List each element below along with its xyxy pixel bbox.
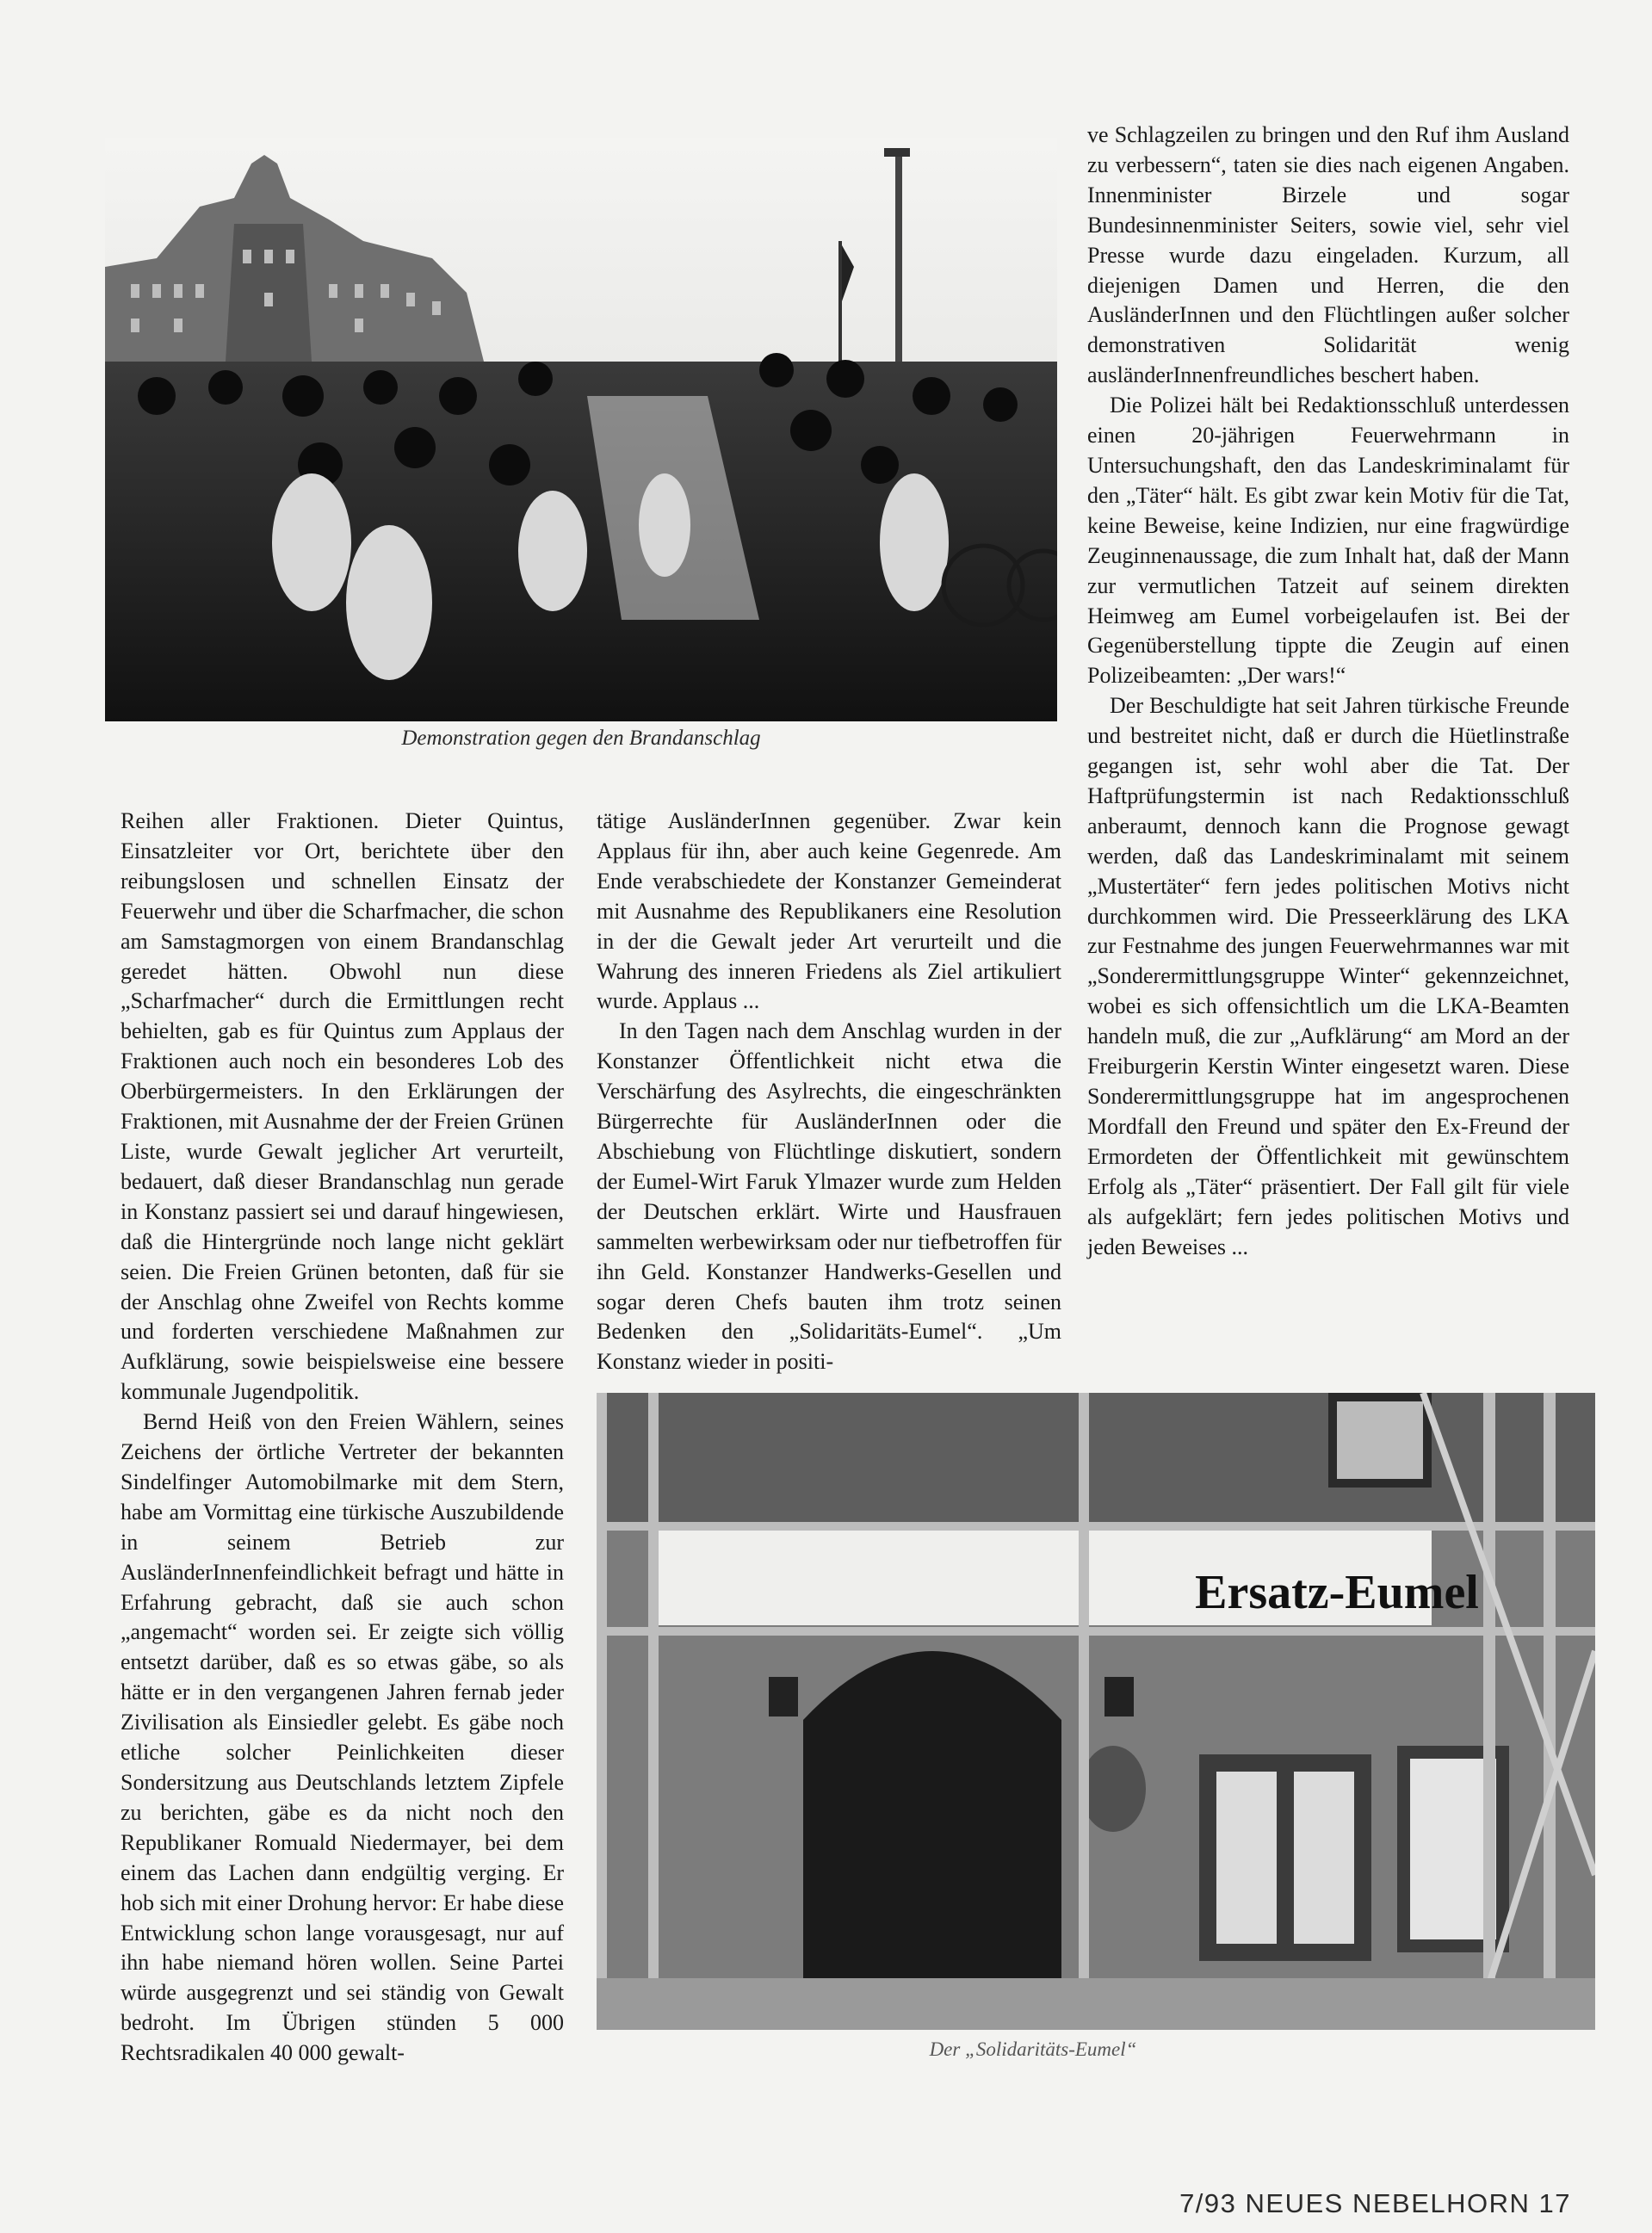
article-column-left [121, 807, 564, 2069]
page-number: 17 [1538, 2188, 1571, 2218]
article-paragraph: In den Tagen nach dem Anschlag wurden in der Konstanzer Öffentlichkeit nicht etwa die Verschärfung des Asylrechts, die eingeschränkten Bürgerrechte für AusländerInnen oder die Abschiebung von Flüchtlinge diskutiert, sondern der Eumel-Wirt Faruk Ylmazer wurde zum Helden der Deutschen erklärt. Wirte und Hausfrauen sammelten werbewirksam oder nur tiefbetroffen für ihn Geld. Konstanzer Handwerks-Gesellen und sogar deren Chefs bauten ihm trotz seinen Bedenken den „Solidaritäts-Eumel“. „Um Konstanz wieder in positi- [597, 1018, 1061, 1375]
article-paragraph: ve Schlagzeilen zu bringen und den Ruf ihm Ausland zu verbessern“, taten sie dies nach eigenen Angaben. Innenminister Birzele und sogar Bundesinnenminister Seiters, sowie viel, sehr viel Presse wurde dazu eingeladen. Kurzum, all diejenigen Damen und Herren, die den AusländerInnen und den Flüchtlingen außer solcher demonstrativen Solidarität wenig ausländerInnenfreundliches beschert haben. [1087, 122, 1569, 388]
article-column-right-top [1087, 121, 1569, 1262]
article-paragraph: Reihen aller Fraktionen. Dieter Quintus, Einsatzleiter vor Ort, berichtete über den reibungslosen und schnellen Einsatz der Feuerwehr und über die Scharfmacher, die schon am Samstagmorgen von einem Brandanschlag geredet hätten. Obwohl nun diese „Scharfmacher“ durch die Ermittlungen recht behielten, gab es für Quintus zum Applaus der Fraktionen auch noch ein besonderes Lob des Oberbürgermeisters. In den Erklärungen der Fraktionen, mit Ausnahme der der Freien Grünen Liste, wurde Gewalt jeglicher Art verurteilt, bedauert, daß dieser Brandanschlag nun gerade in Konstanz passiert sei und darauf hingewiesen, daß die Hintergründe noch lange nicht geklärt seien. Die Freien Grünen betonten, daß für sie der Anschlag ohne Zweifel von Rechts komme und forderten verschiedene Maßnahmen zur Aufklärung, sowie beispielsweise eine bessere kommunale Jugendpolitik. [121, 808, 564, 1405]
article-paragraph: Der Beschuldigte hat seit Jahren türkische Freunde und bestreitet nicht, daß er durch die Hüetlinstraße gegangen ist, sehr wohl aber die Tat. Der Haftprüfungstermin ist nach Redaktionsschluß anberaumt, dennoch kann die Prognose gewagt werden, daß das Landeskriminalamt mit seinem „Mustertäter“ fern jedes politischen Motivs nicht durchkommen wird. Die Presseerklärung des LKA zur Festnahme des jungen Feuerwehrmannes war mit „Sonderermittlungsgruppe Winter“ gekennzeichnet, wobei es sich offensichtlich um die LKA-Beamten handeln muß, die zur „Aufklärung“ am Mord an der Freiburgerin Kerstin Winter eingesetzt waren. Diese Sonderermittlungsgruppe hat im angesprochenen Mordfall den Freund und später den Ex-Freund der Ermordeten der Öffentlichkeit mit gewünschtem Erfolg als „Täter“ präsentiert. Der Fall gilt für viele als aufgeklärt; fern jedes politischen Motivs und jeden Beweises ... [1087, 693, 1569, 1259]
article-paragraph: tätige AusländerInnen gegenüber. Zwar kein Applaus für ihn, aber auch keine Gegenrede. Am Ende verabschiedete der Konstanzer Gemeinderat mit Ausnahme des Republikaners eine Resolution in der die Gewalt jeder Art verurteilt und die Wahrung des inneren Friedens als Ziel artikuliert wurde. Applaus ... [597, 808, 1061, 1014]
eumel-caption: Der „Solidaritäts-Eumel“ [929, 2038, 1137, 2060]
demonstration-photo [105, 138, 1057, 721]
eumel-sign-text: Ersatz-Eumel [1195, 1566, 1479, 1619]
issue-number: 7/93 [1179, 2188, 1237, 2218]
article-paragraph: Bernd Heiß von den Freien Wählern, seines Zeichens der örtliche Vertreter der bekannten Sindelfinger Automobilmarke mit dem Stern, habe am Vormittag eine türkische Auszubildende in seinem Betrieb zur AusländerInnenfeindlichkeit befragt und hätte in Erfahrung gebracht, daß sie auch schon „angemacht“ worden sei. Er zeigte sich völlig entsetzt darüber, daß es so etwas gäbe, so als hätte er in den vergangenen Jahren fernab jeder Zivilisation als Einsiedler gelebt. Es gäbe noch etliche solcher Peinlichkeiten dieser Sondersitzung aus Deutschlands letztem Zipfele zu berichten, gäbe es da nicht noch den Republikaner Romuald Niedermayer, bei dem einem das Lachen dann endgültig verging. Er hob sich mit einer Drohung hervor: Er habe diese Entwicklung schon lange vorausgesagt, nur auf ihn habe niemand hören wollen. Seine Partei würde ausgegrenzt und sei ständig von Gewalt bedroht. Im Übrigen stünden 5 000 Rechtsradikalen 40 000 gewalt- [121, 1409, 564, 2066]
demonstration-caption: Demonstration gegen den Brandanschlag [401, 727, 761, 750]
article-column-middle [597, 807, 1061, 1377]
article-paragraph: Die Polizei hält bei Redaktionsschluß unterdessen einen 20-jährigen Feuerwehrmann in Untersuchungshaft, den das Landeskriminalamt für den „Täter“ hält. Es gibt zwar kein Motiv für die Tat, keine Beweise, keine Indizien, nur eine fragwürdige Zeuginnenaussage, die zum Inhalt hat, daß der Mann zur vermutlichen Tatzeit auf seinem direkten Heimweg am Eumel vorbeigelaufen ist. Bei der Gegenüberstellung tippte die Zeugin auf einen Polizeibeamten: „Der wars!“ [1087, 393, 1569, 689]
page-footer [1179, 2188, 1571, 2219]
eumel-building-photo [597, 1393, 1595, 2030]
magazine-name: NEUES NEBELHORN [1245, 2188, 1531, 2218]
